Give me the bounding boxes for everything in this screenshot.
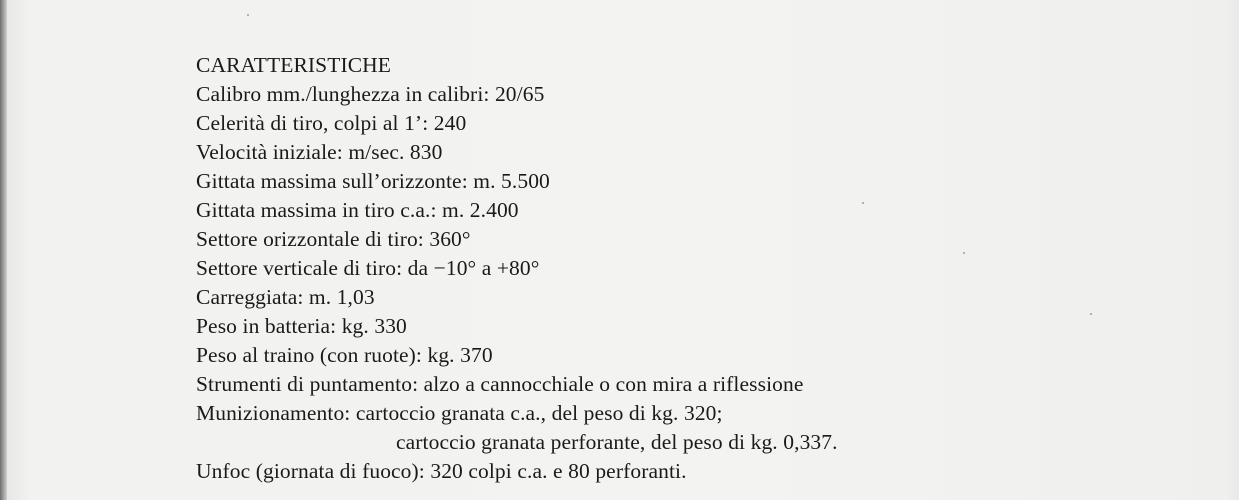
page-binding-edge	[0, 0, 7, 500]
spec-line-horizontal-traverse: Settore orizzontale di tiro: 360°	[196, 227, 471, 251]
spec-line-ammunition: Munizionamento: cartoccio granata c.a., del peso di kg. 320;	[196, 401, 723, 425]
paper-speck	[247, 14, 249, 16]
spec-line-rate-of-fire: Celerità di tiro, colpi al 1’: 240	[196, 111, 467, 135]
spec-line-max-range-antiaircraft: Gittata massima in tiro c.a.: m. 2.400	[196, 198, 519, 222]
spec-line-max-range-horizontal: Gittata massima sull’orizzonte: m. 5.500	[196, 169, 550, 193]
spec-line-calibre: Calibro mm./lunghezza in calibri: 20/65	[196, 82, 545, 106]
spec-line-sighting-instruments: Strumenti di puntamento: alzo a cannocchiale o con mira a riflessione	[196, 372, 804, 396]
spec-line-day-of-fire: Unfoc (giornata di fuoco): 320 colpi c.a. e 80 perforanti.	[196, 459, 687, 483]
spec-line-towing-weight: Peso al traino (con ruote): kg. 370	[196, 343, 493, 367]
spec-line-ammunition-continued: cartoccio granata perforante, del peso di kg. 0,337.	[396, 430, 838, 454]
page-right-edge	[1225, 0, 1239, 500]
specifications-text	[196, 51, 1196, 486]
spec-line-track-width: Carreggiata: m. 1,03	[196, 285, 375, 309]
spec-line-vertical-elevation: Settore verticale di tiro: da −10° a +80°	[196, 256, 540, 280]
spec-line-weight-in-battery: Peso in batteria: kg. 330	[196, 314, 407, 338]
section-heading: CARATTERISTICHE	[196, 53, 391, 77]
spec-line-muzzle-velocity: Velocità iniziale: m/sec. 830	[196, 140, 443, 164]
